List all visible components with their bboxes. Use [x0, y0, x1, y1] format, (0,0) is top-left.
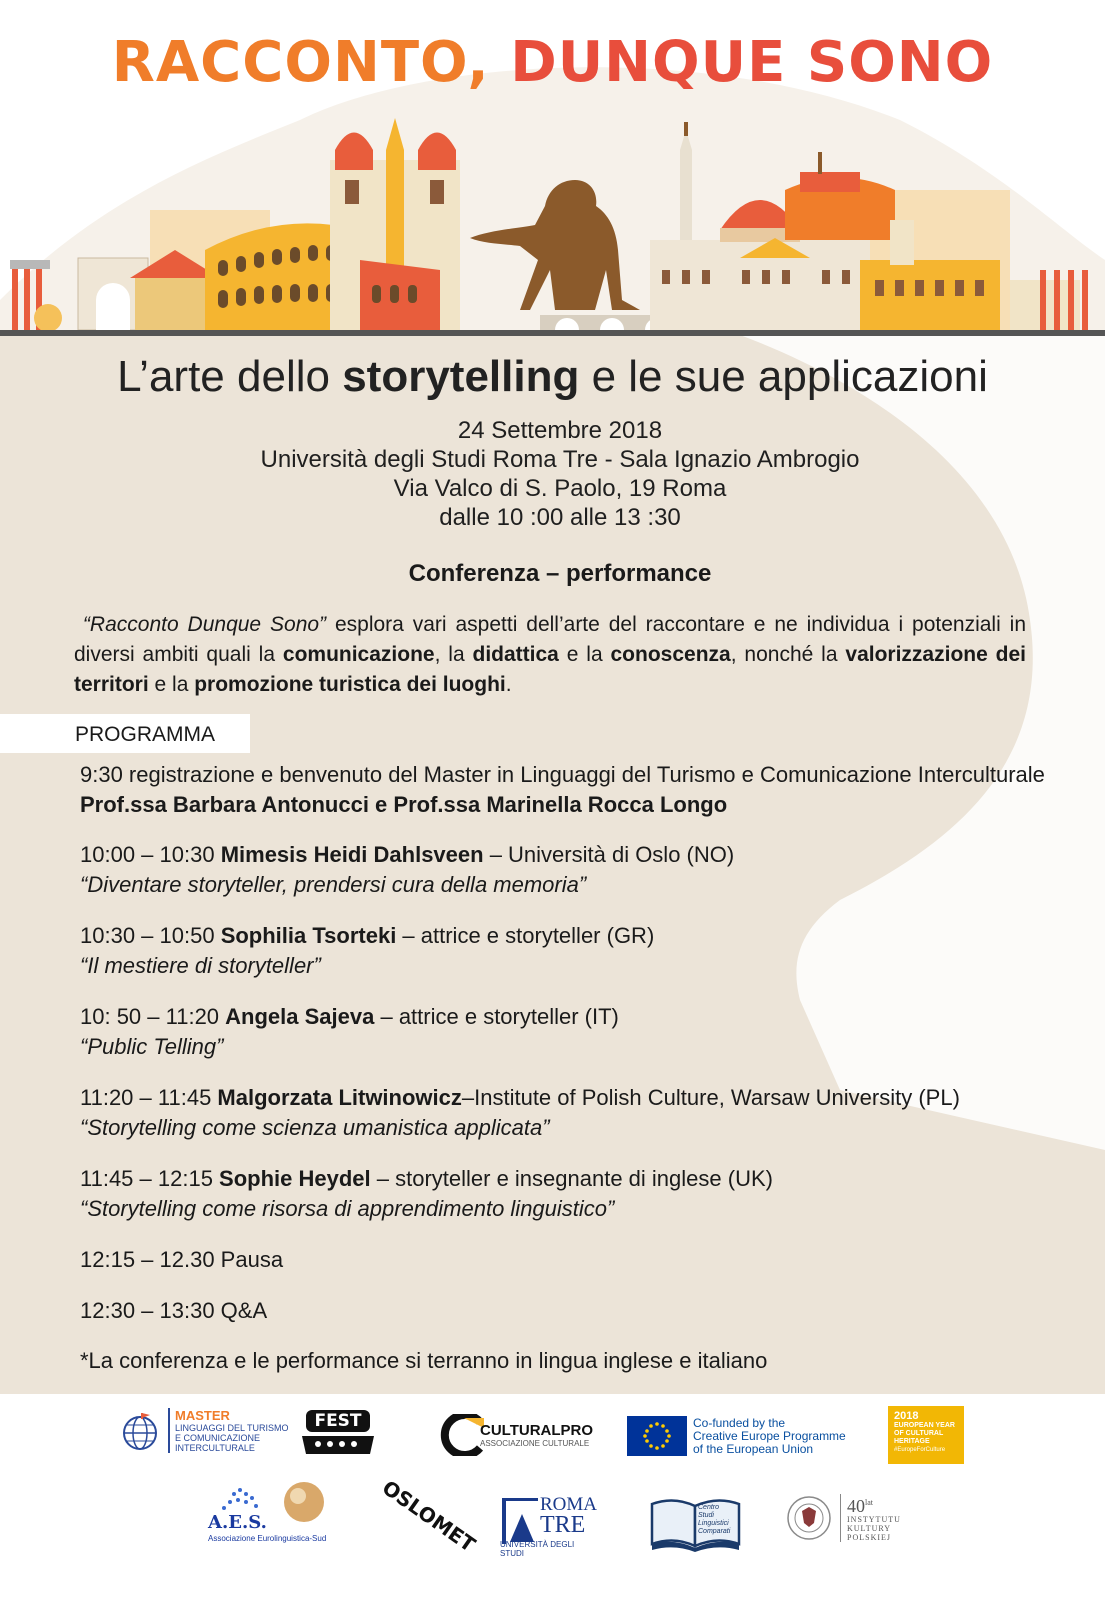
program-talk-title: “Diventare storyteller, prendersi cura della memoria”	[80, 872, 587, 897]
subtitle-bold: storytelling	[342, 352, 580, 401]
culturalpro-text: CULTURALPRO	[480, 1422, 594, 1439]
book-line: Studi	[698, 1512, 714, 1519]
roma-text: ROMA	[540, 1494, 598, 1515]
program-item	[80, 921, 1090, 981]
program-time: 11:20 – 11:45	[80, 1085, 218, 1110]
program-item	[80, 1002, 1090, 1062]
eych-logo	[888, 1406, 964, 1464]
centro-studi-logo	[648, 1494, 743, 1552]
program-item	[80, 760, 1090, 820]
program-time: 11:45 – 12:15	[80, 1166, 220, 1191]
master-line: INTERCULTURALE	[175, 1443, 255, 1453]
aes-logo	[208, 1480, 338, 1550]
desc-quote: “Racconto Dunque Sono”	[82, 613, 327, 636]
program-item	[80, 1245, 1090, 1275]
ikp-line: POLSKIEJ	[847, 1533, 892, 1542]
desc-text-6: .	[505, 673, 512, 696]
program-item	[80, 840, 1090, 900]
desc-text-5: e la	[148, 673, 195, 696]
event-date: 24 Settembre 2018	[457, 417, 663, 444]
program-talk-title: “Storytelling come risorsa di apprendimento linguistico”	[80, 1196, 615, 1221]
program-time: 12:15 – 12.30 Pausa	[80, 1247, 284, 1272]
globe-icon	[120, 1411, 164, 1451]
eu-flag-icon	[627, 1416, 687, 1456]
conference-heading: Conferenza – performance	[408, 560, 712, 587]
poster-title	[0, 30, 1105, 95]
master-title: MASTER	[175, 1408, 230, 1423]
desc-bold-1: comunicazione	[282, 643, 435, 666]
eu-creative-europe-logo	[627, 1416, 846, 1456]
master-logo	[120, 1408, 289, 1453]
desc-text-3: e la	[558, 643, 611, 666]
program-speaker: Sophilia Tsorteki	[220, 923, 397, 948]
program-item	[80, 1296, 1090, 1326]
program-time: 12:30 – 13:30 Q&A	[80, 1298, 268, 1323]
program-label: PROGRAMMA	[75, 723, 216, 746]
culturalpro-sub: ASSOCIAZIONE CULTURALE	[480, 1439, 590, 1448]
eych-line: EUROPEAN YEAR	[894, 1422, 955, 1429]
ikp-line: INSTYTUTU	[847, 1515, 901, 1524]
program-item	[80, 1164, 1090, 1224]
program-affiliation: – Università di Oslo (NO)	[483, 842, 735, 867]
program-speaker: Prof.ssa Barbara Antonucci e Prof.ssa Marinella Rocca Longo	[80, 792, 728, 817]
program-speaker: Mimesis Heidi Dahlsveen	[220, 842, 484, 867]
program-time: 9:30 registrazione e benvenuto del Master in Linguaggi del Turismo e Comunicazione Interculturale	[80, 762, 1045, 787]
event-time: dalle 10 :00 alle 13 :30	[439, 504, 681, 531]
ikp-line: KULTURY	[847, 1524, 892, 1533]
roma-sub: UNIVERSITÀ DEGLI STUDI	[500, 1540, 575, 1558]
event-address: Via Valco di S. Paolo, 19 Roma	[393, 475, 727, 502]
warsaw-university-seal	[786, 1495, 832, 1541]
book-line: Linguistici	[698, 1520, 729, 1527]
aes-sub: Associazione Eurolinguistica-Sud	[208, 1534, 327, 1543]
program-affiliation: –Institute of Polish Culture, Warsaw University (PL)	[461, 1085, 960, 1110]
program-talk-title: “Storytelling come scienza umanistica applicata”	[80, 1115, 550, 1140]
event-venue: Università degli Studi Roma Tre - Sala Ignazio Ambrogio	[260, 446, 860, 473]
eu-line: Creative Europe Programme	[693, 1428, 846, 1443]
sponsor-logos	[0, 1394, 1105, 1601]
program-talk-title: “Il mestiere di storyteller”	[80, 953, 321, 978]
fest-text: FEST	[314, 1411, 362, 1431]
desc-bold-5: promozione turistica dei luoghi	[194, 673, 506, 696]
subtitle-pre: L’arte dello	[117, 352, 343, 401]
ikp-warsaw-logo	[786, 1494, 901, 1542]
language-note: *La conferenza e le performance si terranno in lingua inglese e italiano	[80, 1348, 768, 1373]
program-affiliation: – attrice e storyteller (IT)	[374, 1004, 619, 1029]
eu-line: of the European Union	[693, 1441, 814, 1456]
ikp-lat: lat	[865, 1498, 873, 1507]
rome-skyline-illustration	[0, 110, 1105, 342]
program-item	[80, 1083, 1090, 1143]
desc-bold-3: conoscenza	[610, 643, 731, 666]
subtitle-post: e le sue applicazioni	[579, 352, 988, 401]
eu-line: Co-funded by the	[693, 1415, 786, 1430]
desc-bold-4: valorizzazione dei territori	[74, 643, 1026, 696]
fest-logo	[298, 1408, 378, 1458]
master-line: LINGUAGGI DEL TURISMO	[175, 1423, 289, 1433]
title-part-2: DUNQUE SONO	[510, 30, 994, 95]
eych-hashtag: #EuropeForCulture	[894, 1447, 946, 1453]
program-speaker: Sophie Heydel	[219, 1166, 371, 1191]
aes-text: A.E.S.	[208, 1512, 267, 1533]
tre-text: TRE	[540, 1512, 586, 1538]
program-affiliation: – attrice e storyteller (GR)	[396, 923, 655, 948]
program-time: 10:00 – 10:30	[80, 842, 221, 867]
oslomet-logo: OSLOMET	[377, 1475, 480, 1557]
roma-tre-logo	[500, 1494, 600, 1558]
program-speaker: Angela Sajeva	[225, 1004, 375, 1029]
event-description	[74, 610, 1026, 700]
eych-year: 2018	[894, 1410, 919, 1422]
program-time: 10:30 – 10:50	[80, 923, 221, 948]
program-speaker: Malgorzata Litwinowicz	[217, 1085, 462, 1110]
master-line: E COMUNICAZIONE	[175, 1433, 261, 1443]
ikp-number: 40	[847, 1496, 865, 1516]
culturalpro-logo	[440, 1414, 593, 1456]
desc-text-2: , la	[434, 643, 473, 666]
desc-text-4: , nonché la	[730, 643, 846, 666]
book-line: Comparati	[698, 1528, 731, 1535]
program-talk-title: “Public Telling”	[80, 1034, 224, 1059]
desc-bold-2: didattica	[472, 643, 559, 666]
book-line: Centro	[698, 1504, 720, 1511]
program-affiliation: – storyteller e insegnante di inglese (UK)	[370, 1166, 773, 1191]
event-subtitle	[0, 352, 1105, 402]
title-part-1: RACCONTO,	[111, 30, 490, 95]
program-time: 10: 50 – 11:20	[80, 1004, 226, 1029]
eych-line: OF CULTURAL	[894, 1430, 944, 1437]
desc-text-1: esplora vari aspetti dell’arte del raccontare e ne individua i potenziali in diversi ambiti quali la	[74, 613, 1026, 666]
eych-line: HERITAGE	[894, 1438, 930, 1445]
